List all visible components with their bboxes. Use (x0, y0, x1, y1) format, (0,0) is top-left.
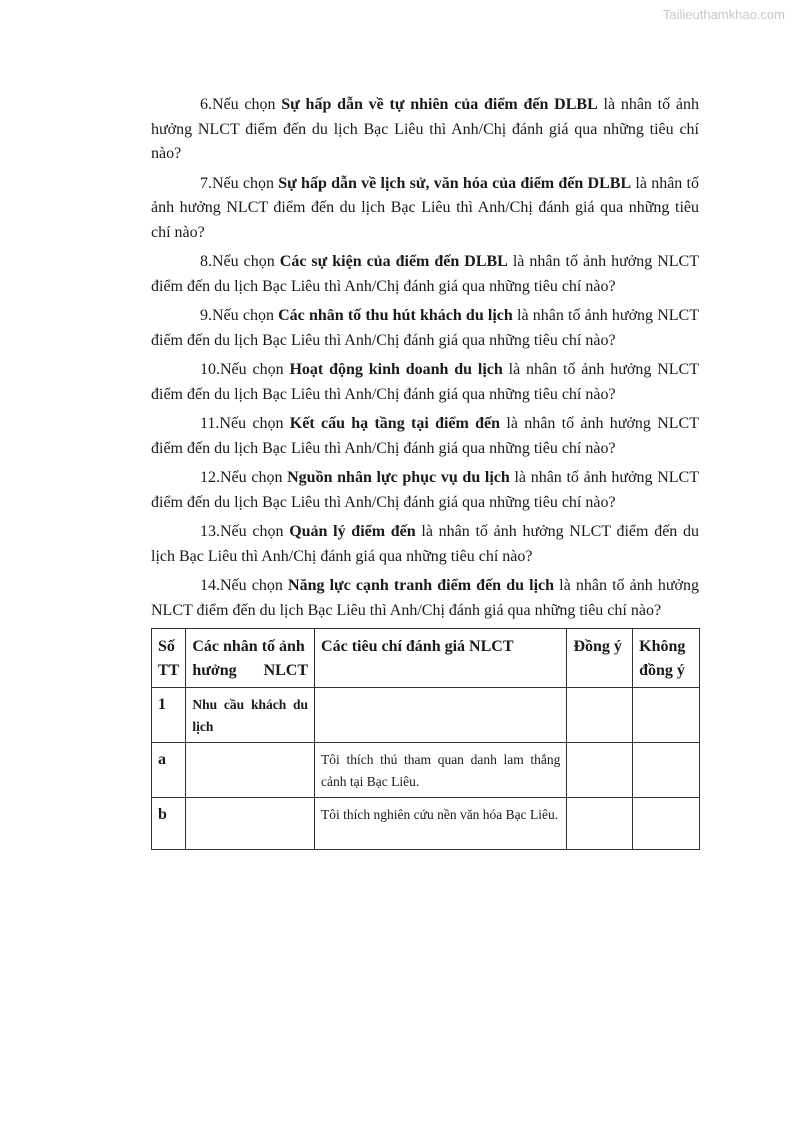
agree-cell[interactable] (567, 798, 633, 850)
row-criteria (315, 688, 567, 743)
row-index: b (152, 798, 186, 850)
header-disagree: Không đồng ý (633, 629, 700, 688)
question-9: 9.Nếu chọn Các nhân tố thu hút khách du lịch là nhân tố ảnh hưởng NLCT điểm đến du lịch Bạc Liêu thì Anh/Chị đánh giá qua những tiêu chí nào? (151, 307, 699, 349)
disagree-cell[interactable] (633, 798, 700, 850)
question-11: 11.Nếu chọn Kết cấu hạ tầng tại điểm đến là nhân tố ảnh hưởng NLCT điểm đến du lịch Bạc Liêu thì Anh/Chị đánh giá qua những tiêu chí nào? (151, 415, 699, 457)
question-12: 12.Nếu chọn Nguồn nhân lực phục vụ du lịch là nhân tố ảnh hưởng NLCT điểm đến du lịch Bạc Liêu thì Anh/Chị đánh giá qua những tiêu chí nào? (151, 469, 699, 511)
table-row (152, 688, 700, 743)
disagree-cell[interactable] (633, 743, 700, 798)
question-7: 7.Nếu chọn Sự hấp dẫn về lịch sử, văn hóa của điểm đến DLBL là nhân tố ảnh hưởng NLCT điểm đến du lịch Bạc Liêu thì Anh/Chị đánh giá qua những tiêu chí nào? (151, 174, 700, 241)
row-criteria: Tôi thích thú tham quan danh lam thắng cảnh tại Bạc Liêu. (315, 743, 567, 798)
table-row (152, 798, 700, 850)
agree-cell[interactable] (567, 743, 633, 798)
row-factor (186, 798, 315, 850)
row-factor: Nhu cầu khách du lịch (186, 688, 315, 743)
row-criteria: Tôi thích nghiên cứu nền văn hóa Bạc Liêu. (315, 798, 567, 850)
table-header-row (152, 629, 700, 688)
header-factor: Các nhân tố ảnh hưởng NLCT (186, 629, 315, 688)
agree-cell[interactable] (567, 688, 633, 743)
table-row (152, 743, 700, 798)
question-8: 8.Nếu chọn Các sự kiện của điểm đến DLBL là nhân tố ảnh hưởng NLCT điểm đến du lịch Bạc Liêu thì Anh/Chị đánh giá qua những tiêu chí nào? (151, 253, 699, 295)
header-criteria: Các tiêu chí đánh giá NLCT (315, 629, 567, 688)
row-factor (186, 743, 315, 798)
criteria-table (151, 628, 700, 850)
header-agree: Đồng ý (567, 629, 633, 688)
document-body (151, 93, 699, 850)
question-6: 6.Nếu chọn Sự hấp dẫn về tự nhiên của điểm đến DLBL là nhân tố ảnh hưởng NLCT điểm đến du lịch Bạc Liêu thì Anh/Chị đánh giá qua những tiêu chí nào? (151, 96, 699, 162)
header-stt: Số TT (152, 629, 186, 688)
row-index: a (152, 743, 186, 798)
disagree-cell[interactable] (633, 688, 700, 743)
question-14: 14.Nếu chọn Năng lực cạnh tranh điểm đến du lịch là nhân tố ảnh hưởng NLCT điểm đến du lịch Bạc Liêu thì Anh/Chị đánh giá qua những tiêu chí nào? (151, 577, 700, 619)
question-10: 10.Nếu chọn Hoạt động kinh doanh du lịch là nhân tố ảnh hưởng NLCT điểm đến du lịch Bạc Liêu thì Anh/Chị đánh giá qua những tiêu chí nào? (151, 361, 700, 403)
question-13: 13.Nếu chọn Quản lý điểm đến là nhân tố ảnh hưởng NLCT điểm đến du lịch Bạc Liêu thì Anh/Chị đánh giá qua những tiêu chí nào? (151, 523, 700, 565)
watermark: Tailieuthamkhao.com (662, 7, 785, 22)
row-index: 1 (152, 688, 186, 743)
